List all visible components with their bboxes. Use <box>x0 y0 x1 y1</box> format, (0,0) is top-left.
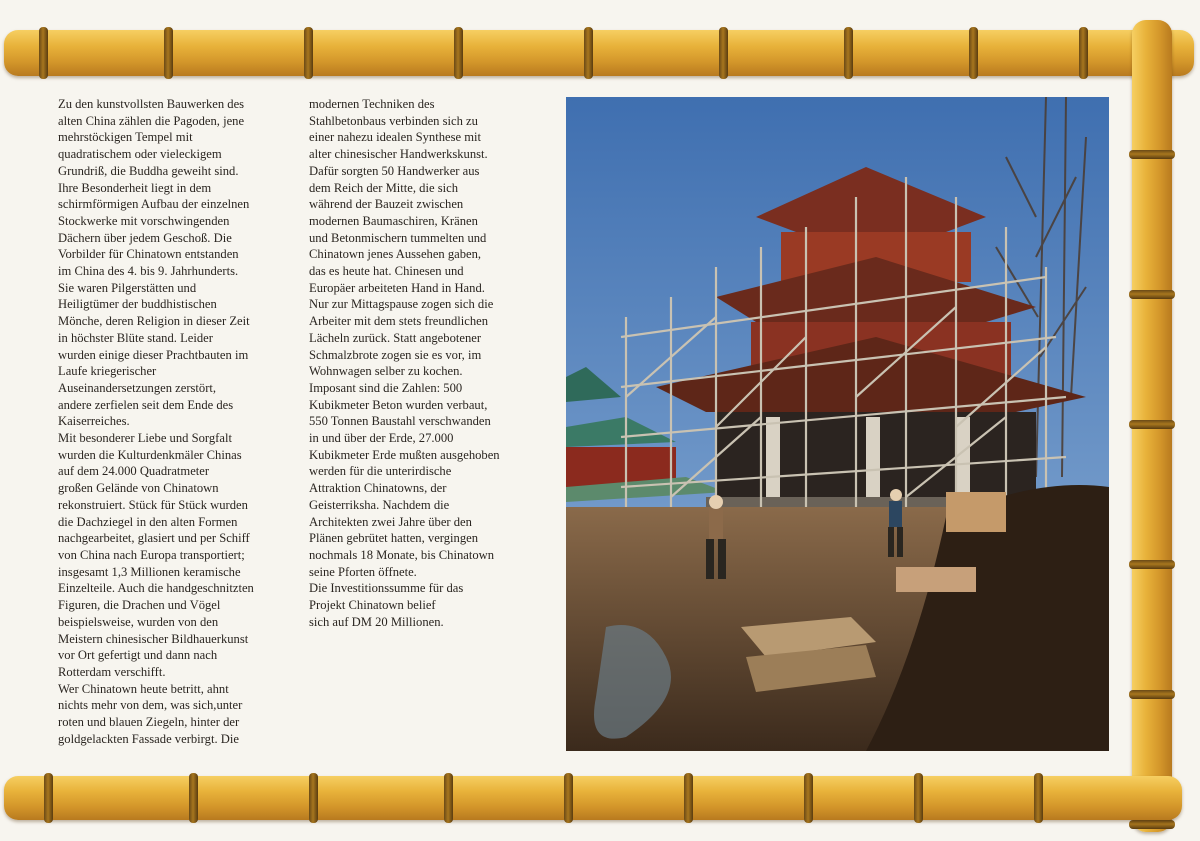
middle-text-line: Imposant sind die Zahlen: 500 <box>309 380 463 395</box>
middle-text-line: alter chinesischer Handwerkskunst. <box>309 147 488 162</box>
middle-text-line: das es heute hat. Chinesen und <box>309 264 464 279</box>
left-text-line: Kaiserreiches. <box>58 414 130 429</box>
middle-text-line: Die Investitionssumme für das <box>309 581 464 596</box>
left-text-line: Sie waren Pilgerstätten und <box>58 280 197 295</box>
left-text-line: großen Gelände von Chinatown <box>58 481 219 496</box>
left-text-line: Vorbilder für Chinatown entstanden <box>58 247 239 262</box>
left-text-line: vor Ort gefertigt und dann nach <box>58 648 218 663</box>
left-text-line: goldgelackten Fassade verbirgt. Die <box>58 731 239 746</box>
left-text-line: Laufe kriegerischer <box>58 364 157 379</box>
left-text-line: Figuren, die Drachen und Vögel <box>58 598 221 613</box>
bamboo-joint <box>309 773 318 823</box>
left-text-line: die Dachziegel in den alten Formen <box>58 514 238 529</box>
middle-text-line: Projekt Chinatown belief <box>309 598 436 613</box>
bamboo-joint <box>1034 773 1043 823</box>
bamboo-joint <box>44 773 53 823</box>
text-column-middle <box>309 96 549 631</box>
middle-text-line: Arbeiter mit dem stets freundlichen <box>309 314 489 329</box>
left-text-line: beispielsweise, wurden von den <box>58 614 219 629</box>
left-text-line: insgesamt 1,3 Millionen keramische <box>58 564 241 579</box>
bamboo-joint <box>1129 690 1175 699</box>
left-text-line: Heiligtümer der buddhistischen <box>58 297 217 312</box>
bamboo-frame-right <box>1132 20 1172 832</box>
bamboo-joint <box>719 27 728 79</box>
left-text-line: Rotterdam verschifft. <box>58 664 166 679</box>
bamboo-joint <box>1129 820 1175 829</box>
left-text-line: wurden die Kulturdenkmäler Chinas <box>58 447 242 462</box>
left-text-line: rekonstruiert. Stück für Stück wurden <box>58 497 248 512</box>
left-text-line: im China des 4. bis 9. Jahrhunderts. <box>58 264 239 279</box>
middle-text-line: Lächeln zurück. Statt angebotener <box>309 330 482 345</box>
middle-text-line: sich auf DM 20 Millionen. <box>309 614 444 629</box>
construction-photo <box>566 97 1109 751</box>
middle-text-line: Chinatown jenes Aussehen gaben, <box>309 247 482 262</box>
middle-text-line: Kubikmeter Beton wurden verbaut, <box>309 397 488 412</box>
middle-text-line: in und über der Erde, 27.000 <box>309 431 454 446</box>
middle-text-line: und Betonmischern tummelten und <box>309 230 487 245</box>
middle-text-line: nochmals 18 Monate, bis Chinatown <box>309 547 495 562</box>
left-text-line: Zu den kunstvollsten Bauwerken des <box>58 97 245 111</box>
bamboo-joint <box>804 773 813 823</box>
bamboo-joint <box>844 27 853 79</box>
photo-illustration <box>566 97 1109 751</box>
left-text-line: mehrstöckigen Tempel mit <box>58 130 193 145</box>
left-text-line: andere zerfielen seit dem Ende des <box>58 397 234 412</box>
left-text-line: Mönche, deren Religion in dieser Zeit <box>58 314 250 329</box>
left-text-line: Mit besonderer Liebe und Sorgfalt <box>58 431 232 446</box>
bamboo-joint <box>454 27 463 79</box>
left-text-line: alten China zählen die Pagoden, jene <box>58 113 245 128</box>
bamboo-frame-bottom <box>4 776 1182 820</box>
bamboo-joint <box>189 773 198 823</box>
middle-text-line: Schmalzbrote zogen sie es vor, im <box>309 347 482 362</box>
middle-text-line: Stahlbetonbaus verbinden sich zu <box>309 113 478 128</box>
left-text-line: quadratischem oder vieleckigem <box>58 147 222 162</box>
middle-text-line: einer nahezu idealen Synthese mit <box>309 130 482 145</box>
bamboo-joint <box>1079 27 1088 79</box>
middle-text-line: modernen Techniken des <box>309 97 435 111</box>
bamboo-joint <box>1129 150 1175 159</box>
left-text-line: Dächern über jedem Geschoß. Die <box>58 230 232 245</box>
bamboo-frame-top <box>4 30 1194 76</box>
bamboo-joint <box>969 27 978 79</box>
middle-text-line: Plänen gebrütet hatten, vergingen <box>309 531 479 546</box>
bamboo-joint <box>1129 560 1175 569</box>
middle-text-line: Kubikmeter Erde mußten ausgehoben <box>309 447 500 462</box>
middle-text-line: Geisterriksha. Nachdem die <box>309 497 450 512</box>
left-text-line: Ihre Besonderheit liegt in dem <box>58 180 212 195</box>
bamboo-joint <box>444 773 453 823</box>
middle-text-line: Wohnwagen selber zu kochen. <box>309 364 463 379</box>
middle-text-line: Nur zur Mittagspause zogen sich die <box>309 297 494 312</box>
left-text-line: wurden einige dieser Prachtbauten im <box>58 347 249 362</box>
left-text-line: Meistern chinesischer Bildhauerkunst <box>58 631 249 646</box>
left-text-line: in höchster Blüte stand. Leider <box>58 330 213 345</box>
left-text-line: schirmförmigen Aufbau der einzelnen <box>58 197 250 212</box>
left-text-line: roten und blauen Ziegeln, hinter der <box>58 715 240 730</box>
left-text-line: Einzelteile. Auch die handgeschnitzten <box>58 581 254 596</box>
bamboo-joint <box>584 27 593 79</box>
left-text-line: Stockwerke mit vorschwingenden <box>58 213 230 228</box>
left-text-line: Auseinandersetzungen zerstört, <box>58 380 217 395</box>
left-text-line: nichts mehr von dem, was sich,unter <box>58 698 243 713</box>
bamboo-joint <box>164 27 173 79</box>
middle-text-line: während der Bauzeit zwischen <box>309 197 464 212</box>
middle-text-line: Architekten zwei Jahre über den <box>309 514 472 529</box>
left-text-line: Wer Chinatown heute betritt, ahnt <box>58 681 229 696</box>
left-text-line: von China nach Europa transportiert; <box>58 547 245 562</box>
left-text-line: nachgearbeitet, glasiert und per Schiff <box>58 531 250 546</box>
left-text-line: auf dem 24.000 Quadratmeter <box>58 464 210 479</box>
bamboo-joint <box>564 773 573 823</box>
left-text-line: Grundriß, die Buddha geweiht sind. <box>58 163 239 178</box>
bamboo-joint <box>304 27 313 79</box>
middle-text-line: Dafür sorgten 50 Handwerker aus <box>309 163 480 178</box>
middle-text-line: werden für die unterirdische <box>309 464 452 479</box>
middle-text-line: Europäer arbeiteten Hand in Hand. <box>309 280 485 295</box>
middle-text-line: seine Pforten öffnete. <box>309 564 417 579</box>
middle-text-line: modernen Baumaschiren, Kränen <box>309 213 478 228</box>
bamboo-joint <box>39 27 48 79</box>
bamboo-joint <box>684 773 693 823</box>
middle-text-line: 550 Tonnen Baustahl verschwanden <box>309 414 491 429</box>
bamboo-joint <box>1129 290 1175 299</box>
bamboo-joint <box>914 773 923 823</box>
bamboo-joint <box>1129 420 1175 429</box>
middle-text-line: dem Reich der Mitte, die sich <box>309 180 458 195</box>
middle-text-line: Attraktion Chinatowns, der <box>309 481 447 496</box>
text-column-left <box>58 96 290 747</box>
